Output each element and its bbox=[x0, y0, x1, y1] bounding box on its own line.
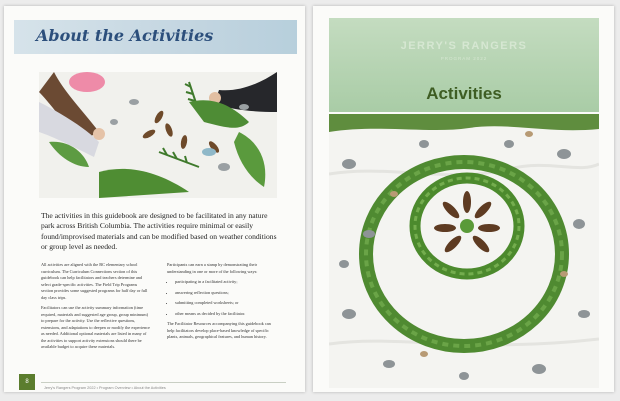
list-item: • submitting completed worksheets; or bbox=[175, 300, 276, 307]
brand-logo-text: JERRY'S RANGERS bbox=[400, 40, 528, 52]
brand-subtitle: PROGRAM 2022 bbox=[440, 56, 488, 61]
list-item: • answering reflection questions; bbox=[175, 290, 276, 297]
stamp-list bbox=[167, 279, 276, 317]
left-column bbox=[41, 262, 150, 355]
right-page bbox=[313, 6, 614, 392]
right-column bbox=[167, 262, 276, 345]
list-item: • participating in a facilitated activity; bbox=[175, 279, 276, 286]
intro-paragraph: The activities in this guidebook are designed to be facilitated in any nature park across British Columbia. The activities require minimal or easily found/improvised materials and can be modified based on weather conditions or group level as needed. bbox=[41, 211, 277, 251]
stamp-paragraph: Participants can earn a stamp by demonstrating their understanding in one or more of the following ways: bbox=[167, 262, 258, 274]
footer-breadcrumb: Jerry's Rangers Program 2022 • Program Overview • About the Activities bbox=[44, 386, 166, 390]
left-page bbox=[4, 6, 305, 392]
resources-paragraph: The Facilitator Resources accompanying this guidebook can help facilitators develop place-based knowledge of specific plants, animals, geographical features, and human history. bbox=[167, 321, 271, 339]
section-title: Activities bbox=[426, 84, 502, 103]
curriculum-paragraph: All activities are aligned with the BC elementary school curriculum. The Curriculum Connections section of this guidebook can help facilitators and teachers determine and select grade-specific activities. The Field Trip Programs section provides some suggested programs for half day or full day class trips. bbox=[41, 262, 148, 300]
footer-divider bbox=[41, 382, 286, 383]
page-number: 8 bbox=[19, 374, 35, 390]
facilitator-paragraph: Facilitators can use the activity summary information (time required, materials and suggested age group, group minimum) to prepare for the activity. Use the reflective questions, extensions, and adaptations to deepen or modify the experience as needed. Additional optional materials are listed in many of the activities to support activity extensions should there be available budget to acquire these materials. bbox=[41, 305, 150, 349]
nature-art-photo bbox=[329, 114, 599, 388]
list-item: • other means as decided by the facilitator. bbox=[175, 311, 276, 318]
banner-title: About the Activities bbox=[36, 26, 214, 45]
section-banner bbox=[14, 20, 297, 54]
activity-photo bbox=[39, 72, 277, 198]
